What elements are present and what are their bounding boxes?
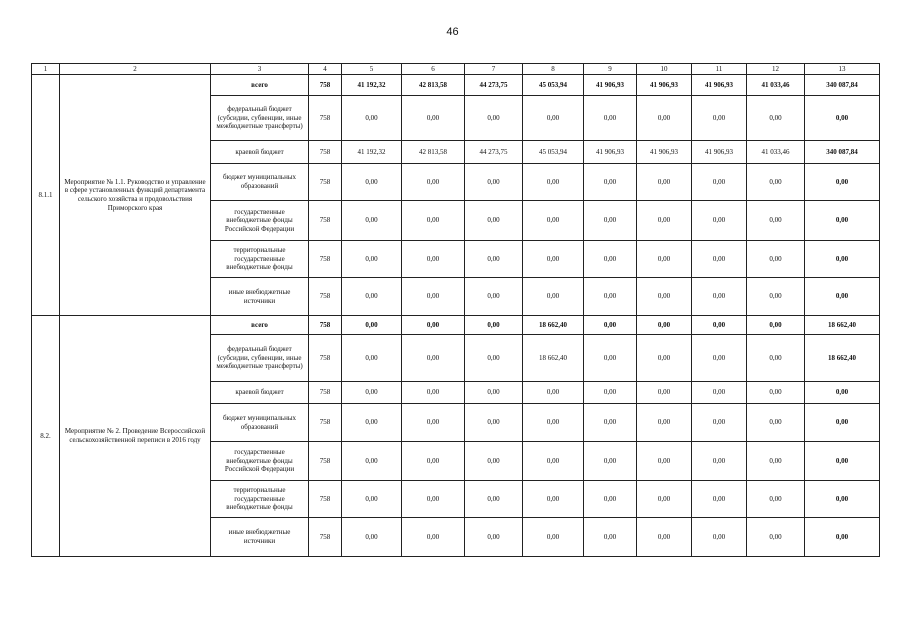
funding-source: государственные внебюджетные фонды Российской Федерации <box>211 201 309 241</box>
grbs-code-cell: 758 <box>309 278 342 316</box>
value-cell: 0,00 <box>402 241 465 278</box>
total-cell: 0,00 <box>805 164 880 201</box>
grbs-code-cell: 758 <box>309 96 342 141</box>
header-cell: 7 <box>465 64 523 75</box>
funding-source: краевой бюджет <box>211 382 309 404</box>
value-cell: 0,00 <box>692 241 747 278</box>
value-cell: 44 273,75 <box>465 75 523 96</box>
value-cell: 0,00 <box>584 241 637 278</box>
value-cell: 0,00 <box>402 481 465 518</box>
value-cell: 0,00 <box>692 201 747 241</box>
grbs-code-cell: 758 <box>309 316 342 335</box>
grbs-code-cell: 758 <box>309 201 342 241</box>
total-cell: 0,00 <box>805 96 880 141</box>
header-cell: 5 <box>342 64 402 75</box>
funding-source: иные внебюджетные источники <box>211 278 309 316</box>
funding-source: государственные внебюджетные фонды Российской Федерации <box>211 442 309 481</box>
value-cell: 0,00 <box>523 442 584 481</box>
header-cell: 13 <box>805 64 880 75</box>
value-cell: 44 273,75 <box>465 141 523 164</box>
funding-source: бюджет муниципальных образований <box>211 404 309 442</box>
value-cell: 18 662,40 <box>523 316 584 335</box>
value-cell: 0,00 <box>342 241 402 278</box>
value-cell: 0,00 <box>342 481 402 518</box>
value-cell: 0,00 <box>402 201 465 241</box>
value-cell: 0,00 <box>637 518 692 557</box>
grbs-code-cell: 758 <box>309 164 342 201</box>
value-cell: 0,00 <box>692 164 747 201</box>
funding-source: всего <box>211 316 309 335</box>
value-cell: 0,00 <box>584 201 637 241</box>
value-cell: 0,00 <box>584 518 637 557</box>
value-cell: 0,00 <box>747 96 805 141</box>
header-cell: 6 <box>402 64 465 75</box>
value-cell: 0,00 <box>465 201 523 241</box>
total-cell: 340 087,84 <box>805 75 880 96</box>
total-cell: 340 087,84 <box>805 141 880 164</box>
value-cell: 0,00 <box>342 278 402 316</box>
funding-source: всего <box>211 75 309 96</box>
funding-source: федеральный бюджет (субсидии, субвенции, иные межбюджетные трансферты) <box>211 335 309 382</box>
value-cell: 0,00 <box>342 201 402 241</box>
measure-name: Мероприятие № 1.1. Руководство и управление в сфере установленных функций департамента сельского хозяйства и продовольствия Приморского края <box>60 75 211 316</box>
funding-source: бюджет муниципальных образований <box>211 164 309 201</box>
value-cell: 0,00 <box>747 404 805 442</box>
value-cell: 0,00 <box>523 164 584 201</box>
value-cell: 41 906,93 <box>584 141 637 164</box>
value-cell: 0,00 <box>465 518 523 557</box>
value-cell: 42 813,58 <box>402 141 465 164</box>
value-cell: 18 662,40 <box>523 335 584 382</box>
value-cell: 0,00 <box>523 278 584 316</box>
value-cell: 0,00 <box>465 316 523 335</box>
total-cell: 0,00 <box>805 382 880 404</box>
total-cell: 18 662,40 <box>805 316 880 335</box>
total-cell: 0,00 <box>805 241 880 278</box>
value-cell: 0,00 <box>692 382 747 404</box>
value-cell: 0,00 <box>747 278 805 316</box>
header-cell: 8 <box>523 64 584 75</box>
value-cell: 0,00 <box>402 164 465 201</box>
value-cell: 41 192,32 <box>342 75 402 96</box>
value-cell: 0,00 <box>465 404 523 442</box>
total-cell: 0,00 <box>805 442 880 481</box>
value-cell: 0,00 <box>402 335 465 382</box>
value-cell: 0,00 <box>465 278 523 316</box>
value-cell: 0,00 <box>747 442 805 481</box>
total-cell: 0,00 <box>805 518 880 557</box>
value-cell: 41 906,93 <box>692 141 747 164</box>
header-cell: 11 <box>692 64 747 75</box>
total-cell: 18 662,40 <box>805 335 880 382</box>
value-cell: 45 053,94 <box>523 141 584 164</box>
grbs-code-cell: 758 <box>309 382 342 404</box>
funding-source: территориальные государственные внебюджетные фонды <box>211 241 309 278</box>
value-cell: 0,00 <box>637 335 692 382</box>
value-cell: 0,00 <box>747 518 805 557</box>
value-cell: 0,00 <box>747 481 805 518</box>
value-cell: 0,00 <box>584 96 637 141</box>
funding-source: краевой бюджет <box>211 141 309 164</box>
value-cell: 41 906,93 <box>637 141 692 164</box>
grbs-code-cell: 758 <box>309 404 342 442</box>
funding-source: федеральный бюджет (субсидии, субвенции, иные межбюджетные трансферты) <box>211 96 309 141</box>
total-cell: 0,00 <box>805 481 880 518</box>
value-cell: 0,00 <box>637 316 692 335</box>
header-cell: 4 <box>309 64 342 75</box>
value-cell: 0,00 <box>402 278 465 316</box>
value-cell: 0,00 <box>584 278 637 316</box>
value-cell: 41 906,93 <box>584 75 637 96</box>
value-cell: 0,00 <box>692 481 747 518</box>
header-cell: 12 <box>747 64 805 75</box>
value-cell: 0,00 <box>402 518 465 557</box>
total-cell: 0,00 <box>805 404 880 442</box>
value-cell: 0,00 <box>584 164 637 201</box>
value-cell: 0,00 <box>637 481 692 518</box>
table-row <box>32 316 880 335</box>
value-cell: 0,00 <box>747 382 805 404</box>
value-cell: 0,00 <box>637 201 692 241</box>
value-cell: 0,00 <box>342 335 402 382</box>
value-cell: 0,00 <box>523 241 584 278</box>
total-cell: 0,00 <box>805 201 880 241</box>
value-cell: 0,00 <box>465 96 523 141</box>
grbs-code-cell: 758 <box>309 335 342 382</box>
total-cell: 0,00 <box>805 278 880 316</box>
value-cell: 0,00 <box>523 404 584 442</box>
value-cell: 0,00 <box>692 404 747 442</box>
value-cell: 0,00 <box>465 442 523 481</box>
value-cell: 0,00 <box>747 335 805 382</box>
value-cell: 0,00 <box>747 164 805 201</box>
table-row <box>32 75 880 96</box>
value-cell: 0,00 <box>747 241 805 278</box>
header-cell: 2 <box>60 64 211 75</box>
header-cell: 9 <box>584 64 637 75</box>
header-cell: 1 <box>32 64 60 75</box>
budget-table <box>31 63 880 557</box>
header-cell: 10 <box>637 64 692 75</box>
header-row <box>32 64 880 75</box>
value-cell: 0,00 <box>465 335 523 382</box>
value-cell: 0,00 <box>465 241 523 278</box>
grbs-code-cell: 758 <box>309 75 342 96</box>
value-cell: 0,00 <box>584 316 637 335</box>
value-cell: 0,00 <box>584 382 637 404</box>
value-cell: 0,00 <box>402 96 465 141</box>
header-cell: 3 <box>211 64 309 75</box>
grbs-code-cell: 758 <box>309 442 342 481</box>
value-cell: 0,00 <box>342 518 402 557</box>
value-cell: 0,00 <box>747 316 805 335</box>
page-number: 46 <box>446 26 459 38</box>
measure-code: 8.2. <box>32 316 60 557</box>
measure-code: 8.1.1 <box>32 75 60 316</box>
value-cell: 0,00 <box>584 481 637 518</box>
value-cell: 0,00 <box>747 201 805 241</box>
funding-source: территориальные государственные внебюджетные фонды <box>211 481 309 518</box>
value-cell: 41 033,46 <box>747 141 805 164</box>
value-cell: 0,00 <box>637 442 692 481</box>
value-cell: 42 813,58 <box>402 75 465 96</box>
value-cell: 41 906,93 <box>637 75 692 96</box>
value-cell: 0,00 <box>342 316 402 335</box>
value-cell: 0,00 <box>637 96 692 141</box>
value-cell: 0,00 <box>692 278 747 316</box>
value-cell: 0,00 <box>342 164 402 201</box>
value-cell: 0,00 <box>584 442 637 481</box>
value-cell: 0,00 <box>637 404 692 442</box>
value-cell: 0,00 <box>692 316 747 335</box>
value-cell: 0,00 <box>342 96 402 141</box>
value-cell: 0,00 <box>584 335 637 382</box>
value-cell: 45 053,94 <box>523 75 584 96</box>
value-cell: 0,00 <box>523 201 584 241</box>
value-cell: 0,00 <box>637 241 692 278</box>
value-cell: 0,00 <box>342 404 402 442</box>
value-cell: 0,00 <box>692 96 747 141</box>
value-cell: 0,00 <box>584 404 637 442</box>
measure-name: Мероприятие № 2. Проведение Всероссийской сельскохозяйственной переписи в 2016 году <box>60 316 211 557</box>
value-cell: 0,00 <box>637 278 692 316</box>
value-cell: 41 192,32 <box>342 141 402 164</box>
value-cell: 0,00 <box>523 481 584 518</box>
value-cell: 0,00 <box>402 316 465 335</box>
value-cell: 0,00 <box>637 382 692 404</box>
value-cell: 41 906,93 <box>692 75 747 96</box>
value-cell: 0,00 <box>342 382 402 404</box>
value-cell: 0,00 <box>402 382 465 404</box>
value-cell: 0,00 <box>402 442 465 481</box>
value-cell: 0,00 <box>402 404 465 442</box>
value-cell: 0,00 <box>637 164 692 201</box>
value-cell: 0,00 <box>523 382 584 404</box>
value-cell: 0,00 <box>692 518 747 557</box>
value-cell: 0,00 <box>342 442 402 481</box>
grbs-code-cell: 758 <box>309 241 342 278</box>
grbs-code-cell: 758 <box>309 518 342 557</box>
funding-source: иные внебюджетные источники <box>211 518 309 557</box>
value-cell: 0,00 <box>692 442 747 481</box>
grbs-code-cell: 758 <box>309 481 342 518</box>
value-cell: 0,00 <box>692 335 747 382</box>
value-cell: 0,00 <box>465 481 523 518</box>
value-cell: 0,00 <box>523 518 584 557</box>
value-cell: 41 033,46 <box>747 75 805 96</box>
value-cell: 0,00 <box>465 164 523 201</box>
value-cell: 0,00 <box>523 96 584 141</box>
value-cell: 0,00 <box>465 382 523 404</box>
grbs-code-cell: 758 <box>309 141 342 164</box>
